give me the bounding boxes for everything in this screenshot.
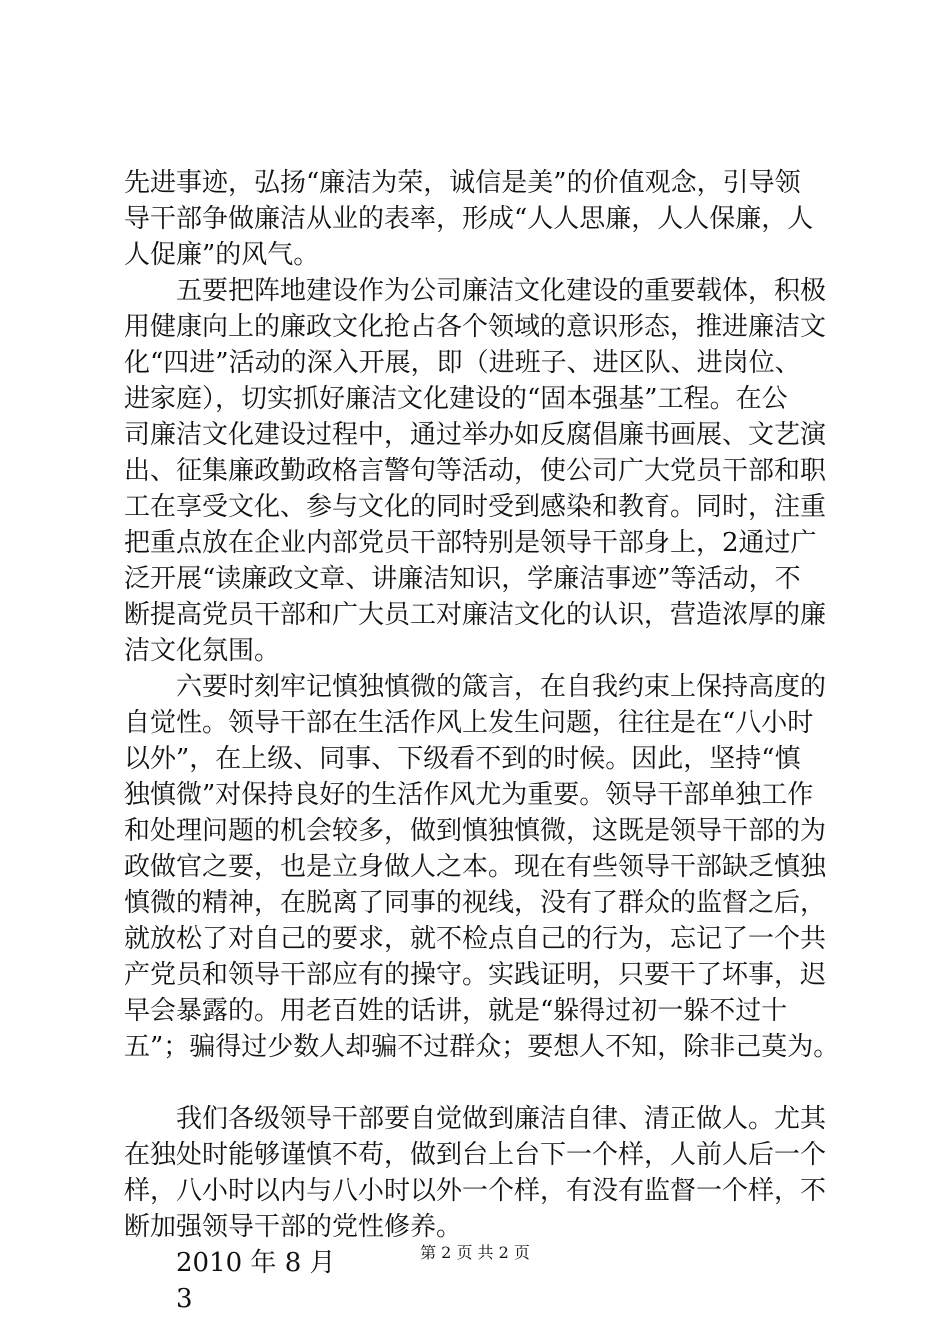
text-line: 人促廉”的风气。 xyxy=(124,240,320,270)
text-line: 洁文化氛围。 xyxy=(124,636,281,666)
text-line: 把重点放在企业内部党员干部特别是领导干部身上，2通过广 xyxy=(124,528,817,558)
page-number-line: 3 xyxy=(124,1284,193,1314)
text-line: 导干部争做廉洁从业的表率，形成“人人思廉，人人保廉，人 xyxy=(124,204,814,234)
text-line: 样，八小时以内与八小时以外一个样，有没有监督一个样，不 xyxy=(124,1176,827,1206)
text-line: 自觉性。领导干部在生活作风上发生问题，往往是在“八小时 xyxy=(124,708,814,738)
text-line: 以外”，在上级、同事、下级看不到的时候。因此，坚持“慎 xyxy=(124,744,801,774)
text-line: 产党员和领导干部应有的操守。实践证明，只要干了坏事，迟 xyxy=(124,960,827,990)
page-footer: 第 2 页 共 2 页 xyxy=(420,1243,530,1262)
text-line: 进家庭），切实抓好廉洁文化建设的“固本强基”工程。在公 xyxy=(124,384,788,414)
date-line: 2010 年 8 月 xyxy=(124,1248,336,1278)
text-line: 化“四进”活动的深入开展，即（进班子、进区队、进岗位、 xyxy=(124,348,801,378)
text-line: 就放松了对自己的要求，就不检点自己的行为，忘记了一个共 xyxy=(124,924,827,954)
text-line: 工在享受文化、参与文化的同时受到感染和教育。同时，注重 xyxy=(124,492,827,522)
text-line: 早会暴露的。用老百姓的话讲，就是“躲得过初一躲不过十 xyxy=(124,996,788,1026)
text-line: 断加强领导干部的党性修养。 xyxy=(124,1212,463,1242)
text-line: 先进事迹，弘扬“廉洁为荣，诚信是美”的价值观念，引导领 xyxy=(124,168,801,198)
text-line: 政做官之要，也是立身做人之本。现在有些领导干部缺乏慎独 xyxy=(124,852,827,882)
text-line: 慎微的精神，在脱离了同事的视线，没有了群众的监督之后， xyxy=(124,888,827,918)
document-body xyxy=(124,165,864,1317)
text-line: 用健康向上的廉政文化抢占各个领域的意识形态，推进廉洁文 xyxy=(124,312,827,342)
text-line: 和处理问题的机会较多，做到慎独慎微，这既是领导干部的为 xyxy=(124,816,827,846)
text-line: 出、征集廉政勤政格言警句等活动，使公司广大党员干部和职 xyxy=(124,456,827,486)
text-line: 泛开展“读廉政文章、讲廉洁知识，学廉洁事迹”等活动，不 xyxy=(124,564,801,594)
text-line: 司廉洁文化建设过程中，通过举办如反腐倡廉书画展、文艺演 xyxy=(124,420,827,450)
blank-line xyxy=(124,1065,864,1101)
paragraph-start-line: 我们各级领导干部要自觉做到廉洁自律、清正做人。尤其 xyxy=(124,1104,827,1134)
paragraph-start-line: 六要时刻牢记慎独慎微的箴言，在自我约束上保持高度的 xyxy=(124,672,827,702)
text-line: 断提高党员干部和广大员工对廉洁文化的认识，营造浓厚的廉 xyxy=(124,600,827,630)
text-line: 独慎微”对保持良好的生活作风尤为重要。领导干部单独工作 xyxy=(124,780,814,810)
paragraph-start-line: 五要把阵地建设作为公司廉洁文化建设的重要载体，积极 xyxy=(124,276,827,306)
text-line: 在独处时能够谨慎不苟，做到台上台下一个样，人前人后一个 xyxy=(124,1140,827,1170)
text-line: 五”；骗得过少数人却骗不过群众；要想人不知，除非己莫为。 xyxy=(124,1032,840,1062)
